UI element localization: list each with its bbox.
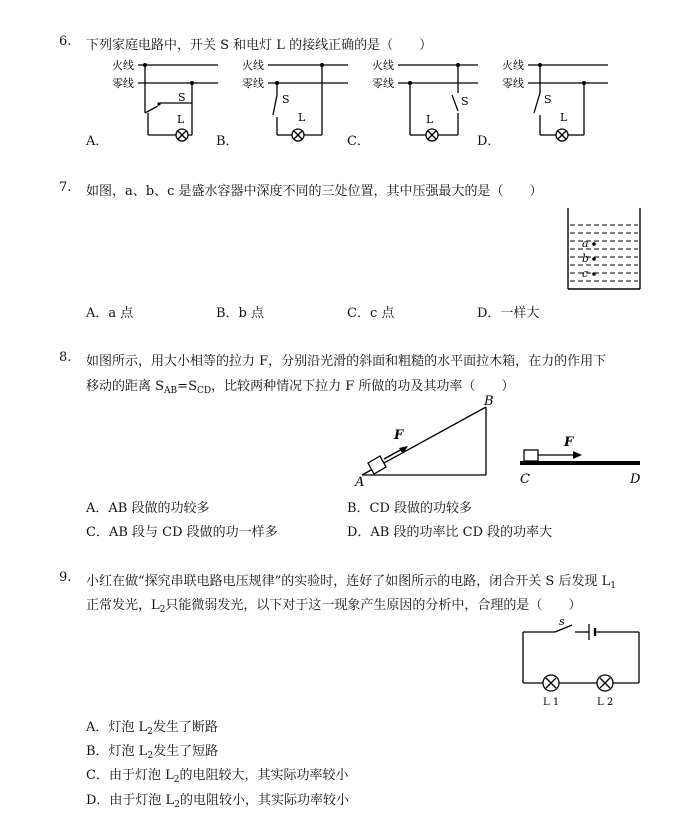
q8-stem-line1: 如图所示，用大小相等的拉力 F，分别沿光滑的斜面和粗糙的水平面拉木箱，在力的作用下 [86, 354, 607, 369]
q9-series-circuit [515, 615, 645, 710]
q7-option-d: D．一样大 [477, 306, 540, 321]
q6b-lamp-label: L [298, 111, 306, 124]
q8-option-b: B．CD 段做的功较多 [347, 501, 473, 516]
q9-option-b: B．灯泡 $L_2$发生了短路 [86, 744, 219, 761]
q9-stem-line1: 小红在做“探究串联电路电压规律”的实验时，连好了如图所示的电路，闭合开关 S 后发现 $L_1$ [86, 574, 616, 591]
q9-switch-label: s [559, 615, 565, 628]
q8-label-f-incline: F [394, 428, 404, 443]
q6b-zero-label: 零线 [242, 77, 264, 90]
q6-circuit-d [490, 55, 620, 150]
q6d-lamp-label: L [560, 111, 568, 124]
q7-water-container [560, 205, 645, 293]
q9-option-c: C．由于灯泡 $L_2$的电阻较大，其实际功率较小 [86, 768, 349, 785]
q7-point-c: c [582, 267, 589, 280]
q6d-switch-label: S [544, 93, 552, 106]
q6d-fire-label: 火线 [502, 59, 524, 72]
q8-label-d: D [630, 472, 641, 487]
q8-label-f-flat: F [564, 435, 574, 450]
q6b-fire-label: 火线 [242, 59, 264, 72]
q6a-switch-label: S [178, 91, 186, 104]
q8-label-b: B [484, 394, 494, 409]
q6-option-a: A． [86, 134, 109, 149]
q9-option-a: A．灯泡 $L_2$发生了断路 [86, 720, 218, 737]
q8-label-c: C [520, 472, 530, 487]
q8-label-a: A [355, 475, 365, 490]
q7-point-b: b [582, 252, 590, 265]
q6c-switch-label: S [461, 95, 469, 108]
q6-number: 6. [59, 34, 72, 49]
q6b-switch-label: S [282, 93, 290, 106]
q9-stem-line2: 正常发光，$L_2$只能微弱发光，以下对于这一现象产生原因的分析中，合理的是（ ） [86, 598, 582, 615]
q8-stem-line2: 移动的距离 $S_{AB}=S_{CD}$，比较两种情况下拉力 F 所做的功及其功率（ ） [86, 379, 515, 396]
q6-option-d: D． [477, 134, 501, 149]
q6-circuit-c [360, 55, 490, 150]
q8-option-c: C．AB 段与 CD 段做的功一样多 [86, 525, 278, 540]
q9-number: 9. [59, 570, 72, 585]
q8-number: 8. [59, 350, 72, 365]
q7-option-b: B．b 点 [216, 306, 265, 321]
q7-option-a: A．a 点 [86, 306, 134, 321]
q6a-lamp-label: L [177, 113, 185, 126]
q7-option-c: C．c 点 [347, 306, 395, 321]
q6d-zero-label: 零线 [502, 77, 524, 90]
q6a-zero-label: 零线 [112, 77, 134, 90]
q6c-fire-label: 火线 [372, 59, 394, 72]
q6-option-c: C． [347, 134, 370, 149]
q7-point-a: a [582, 237, 589, 250]
q6c-zero-label: 零线 [372, 77, 394, 90]
q6-circuit-b [230, 55, 360, 150]
q8-option-d: D．AB 段的功率比 CD 段的功率大 [347, 525, 553, 540]
q6a-fire-label: 火线 [112, 59, 134, 72]
q8-option-a: A．AB 段做的功较多 [86, 501, 210, 516]
q6-stem: 下列家庭电路中，开关 S 和电灯 L 的接线正确的是（ ） [86, 38, 433, 53]
q9-option-d: D．由于灯泡 $L_2$的电阻较小，其实际功率较小 [86, 793, 349, 810]
q6c-lamp-label: L [426, 113, 434, 126]
q7-stem: 如图，a、b、c 是盛水容器中深度不同的三处位置，其中压强最大的是（ ） [86, 184, 543, 199]
q9-lamp-l1-label: L 1 [543, 697, 560, 708]
q8-figure [350, 393, 650, 488]
q6-circuit-a [100, 55, 230, 150]
q9-lamp-l2-label: L 2 [597, 697, 614, 708]
q6-option-b: B． [216, 134, 239, 149]
q7-number: 7. [59, 180, 72, 195]
